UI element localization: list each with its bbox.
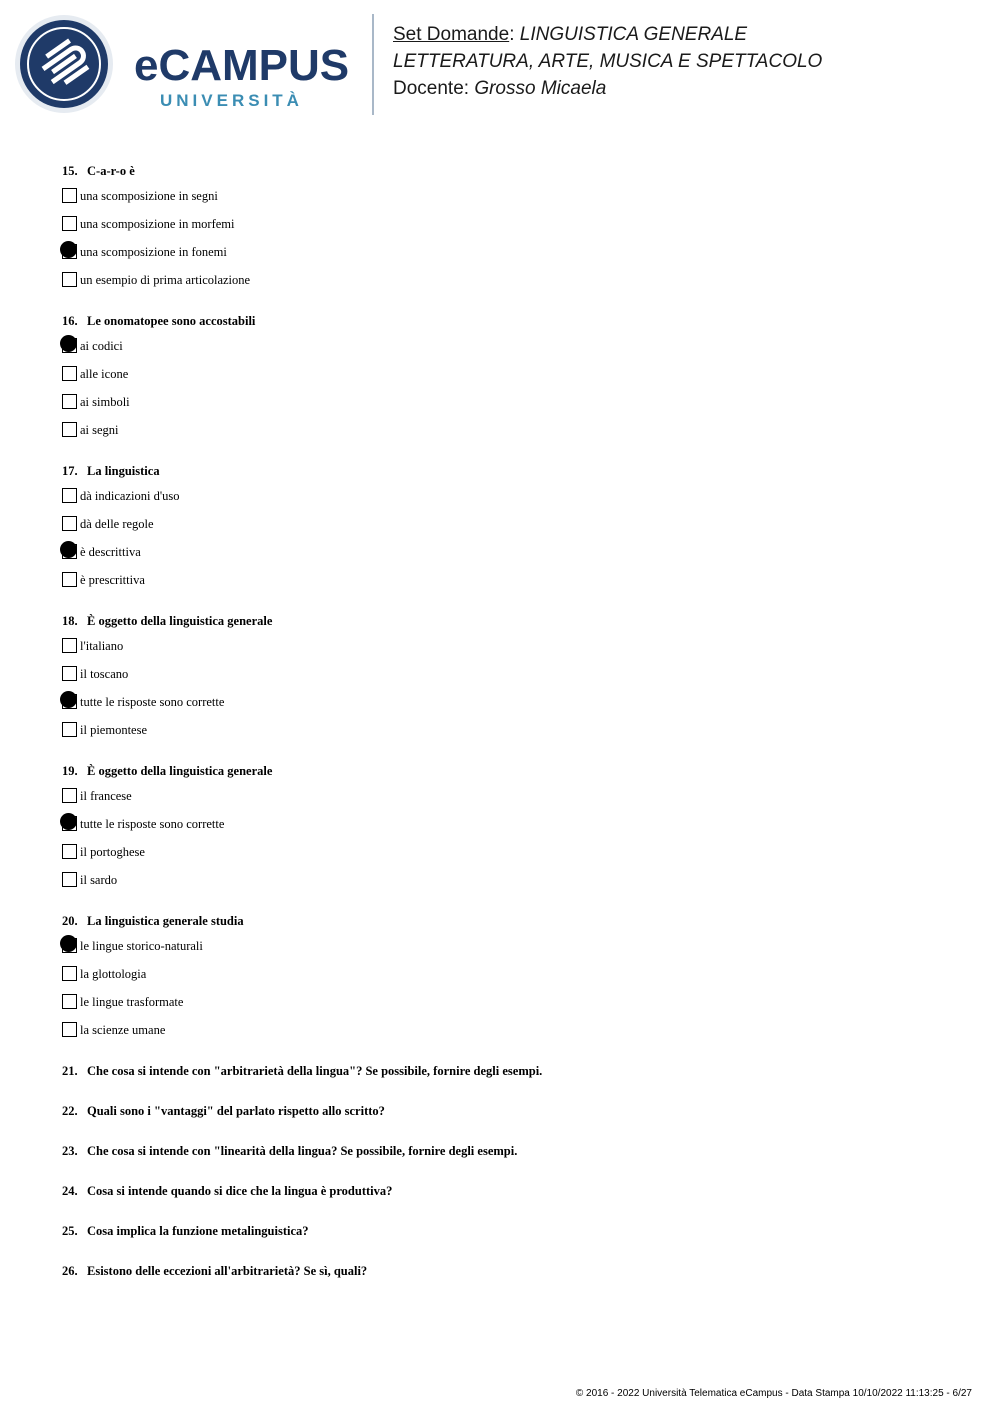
set-label: Set Domande xyxy=(393,24,510,45)
page-header xyxy=(0,0,1000,130)
answer-option-text: tutte le risposte sono corrette xyxy=(80,695,225,709)
teacher-name: Grosso Micaela xyxy=(474,78,607,99)
checkbox-icon[interactable] xyxy=(62,422,77,437)
question-number: 15. xyxy=(62,164,78,178)
answer-option-text: la scienze umane xyxy=(80,1023,166,1037)
answer-option-text: un esempio di prima articolazione xyxy=(80,273,251,287)
question-title xyxy=(62,610,962,632)
question-title xyxy=(62,760,962,782)
question-block xyxy=(62,460,962,594)
answer-option-text: ai simboli xyxy=(80,395,130,409)
answer-option[interactable] xyxy=(62,182,962,210)
answer-option-text: ai codici xyxy=(80,339,123,353)
answer-option[interactable] xyxy=(62,660,962,688)
answer-option[interactable] xyxy=(62,960,962,988)
answer-option[interactable] xyxy=(62,538,962,566)
checkbox-icon[interactable] xyxy=(62,272,77,287)
checked-checkbox-icon[interactable] xyxy=(62,938,77,953)
question-number: 25. xyxy=(62,1224,78,1238)
question-number: 23. xyxy=(62,1144,78,1158)
question-list xyxy=(62,160,962,1300)
question-number: 16. xyxy=(62,314,78,328)
checkbox-icon[interactable] xyxy=(62,216,77,231)
answer-option-text: il toscano xyxy=(80,667,129,681)
question-number: 17. xyxy=(62,464,78,478)
logo-sub: UNIVERSITÀ xyxy=(160,91,303,110)
checked-checkbox-icon[interactable] xyxy=(62,338,77,353)
answer-option-text: le lingue storico-naturali xyxy=(80,939,203,953)
checkbox-icon[interactable] xyxy=(62,572,77,587)
checkbox-icon[interactable] xyxy=(62,788,77,803)
question-number: 20. xyxy=(62,914,78,928)
question-text: C-a-r-o è xyxy=(87,164,135,178)
open-question xyxy=(62,1260,962,1282)
checked-checkbox-icon[interactable] xyxy=(62,244,77,259)
answer-option-text: il francese xyxy=(80,789,132,803)
answer-option-text: una scomposizione in morfemi xyxy=(80,217,235,231)
answer-option-text: una scomposizione in fonemi xyxy=(80,245,227,259)
answer-option[interactable] xyxy=(62,988,962,1016)
checkbox-icon[interactable] xyxy=(62,1022,77,1037)
checkbox-icon[interactable] xyxy=(62,872,77,887)
question-number: 22. xyxy=(62,1104,78,1118)
checked-checkbox-icon[interactable] xyxy=(62,816,77,831)
question-title xyxy=(62,310,962,332)
question-text: Quali sono i "vantaggi" del parlato rispetto allo scritto? xyxy=(87,1104,385,1118)
question-text: Le onomatopee sono accostabili xyxy=(87,314,256,328)
open-question xyxy=(62,1060,962,1082)
question-text: È oggetto della linguistica generale xyxy=(87,764,273,778)
checkbox-icon[interactable] xyxy=(62,188,77,203)
checkbox-icon[interactable] xyxy=(62,366,77,381)
answer-option-text: ai segni xyxy=(80,423,119,437)
question-text: Cosa implica la funzione metalinguistica? xyxy=(87,1224,309,1238)
checkbox-icon[interactable] xyxy=(62,666,77,681)
answer-option[interactable] xyxy=(62,782,962,810)
question-block xyxy=(62,160,962,294)
question-number: 19. xyxy=(62,764,78,778)
answer-option[interactable] xyxy=(62,810,962,838)
open-question xyxy=(62,1220,962,1242)
answer-option-text: il piemontese xyxy=(80,723,147,737)
question-text: Che cosa si intende con "linearità della lingua? Se possibile, fornire degli esempi. xyxy=(87,1144,518,1158)
checkbox-icon[interactable] xyxy=(62,966,77,981)
answer-option-text: alle icone xyxy=(80,367,129,381)
answer-option[interactable] xyxy=(62,688,962,716)
question-text: Che cosa si intende con "arbitrarietà della lingua"? Se possibile, fornire degli esempi. xyxy=(87,1064,543,1078)
checked-checkbox-icon[interactable] xyxy=(62,694,77,709)
answer-option[interactable] xyxy=(62,332,962,360)
page-footer: © 2016 - 2022 Università Telematica eCampus - Data Stampa 10/10/2022 11:13:25 - 6/27 xyxy=(575,1388,972,1399)
open-question xyxy=(62,1140,962,1162)
answer-option[interactable] xyxy=(62,866,962,894)
question-number: 26. xyxy=(62,1264,78,1278)
answer-option-text: il sardo xyxy=(80,873,118,887)
answer-option[interactable] xyxy=(62,416,962,444)
answer-option[interactable] xyxy=(62,482,962,510)
question-block xyxy=(62,760,962,894)
checkbox-icon[interactable] xyxy=(62,638,77,653)
question-text: Cosa si intende quando si dice che la lingua è produttiva? xyxy=(87,1184,393,1198)
ecampus-logo xyxy=(14,14,359,114)
answer-option[interactable] xyxy=(62,360,962,388)
question-number: 21. xyxy=(62,1064,78,1078)
answer-option[interactable] xyxy=(62,632,962,660)
question-number: 24. xyxy=(62,1184,78,1198)
answer-option-text: una scomposizione in segni xyxy=(80,189,218,203)
header-text xyxy=(393,21,822,102)
logo-brand: eCAMPUS xyxy=(134,41,350,90)
question-text: La linguistica generale studia xyxy=(87,914,244,928)
answer-option-text: l'italiano xyxy=(80,639,124,653)
question-title xyxy=(62,160,962,182)
answer-option-text: il portoghese xyxy=(80,845,145,859)
checked-checkbox-icon[interactable] xyxy=(62,544,77,559)
answer-option[interactable] xyxy=(62,238,962,266)
answer-option-text: dà indicazioni d'uso xyxy=(80,489,180,503)
checkbox-icon[interactable] xyxy=(62,722,77,737)
question-text: Esistono delle eccezioni all'arbitrarietà? Se sì, quali? xyxy=(87,1264,368,1278)
answer-option-text: le lingue trasformate xyxy=(80,995,184,1009)
answer-option-text: dà delle regole xyxy=(80,517,154,531)
answer-option-text: la glottologia xyxy=(80,967,147,981)
question-block xyxy=(62,910,962,1044)
question-block xyxy=(62,610,962,744)
answer-option[interactable] xyxy=(62,566,962,594)
answer-option[interactable] xyxy=(62,388,962,416)
course-title: LINGUISTICA GENERALE xyxy=(519,24,748,45)
checkbox-icon[interactable] xyxy=(62,994,77,1009)
answer-option-text: è descrittiva xyxy=(80,545,141,559)
teacher-label: Docente: xyxy=(393,78,470,99)
open-question xyxy=(62,1100,962,1122)
question-title xyxy=(62,460,962,482)
checkbox-icon[interactable] xyxy=(62,488,77,503)
set-colon: : xyxy=(509,24,515,45)
answer-option[interactable] xyxy=(62,266,962,294)
question-text: La linguistica xyxy=(87,464,160,478)
answer-option[interactable] xyxy=(62,716,962,744)
question-text: È oggetto della linguistica generale xyxy=(87,614,273,628)
question-block xyxy=(62,310,962,444)
checkbox-icon[interactable] xyxy=(62,516,77,531)
open-question xyxy=(62,1180,962,1202)
course-category: LETTERATURA, ARTE, MUSICA E SPETTACOLO xyxy=(393,51,823,72)
answer-option-text: è prescrittiva xyxy=(80,573,145,587)
answer-option[interactable] xyxy=(62,932,962,960)
question-number: 18. xyxy=(62,614,78,628)
answer-option[interactable] xyxy=(62,210,962,238)
answer-option[interactable] xyxy=(62,510,962,538)
question-title xyxy=(62,910,962,932)
header-divider xyxy=(372,14,374,115)
answer-option-text: tutte le risposte sono corrette xyxy=(80,817,225,831)
answer-option[interactable] xyxy=(62,838,962,866)
checkbox-icon[interactable] xyxy=(62,394,77,409)
checkbox-icon[interactable] xyxy=(62,844,77,859)
answer-option[interactable] xyxy=(62,1016,962,1044)
